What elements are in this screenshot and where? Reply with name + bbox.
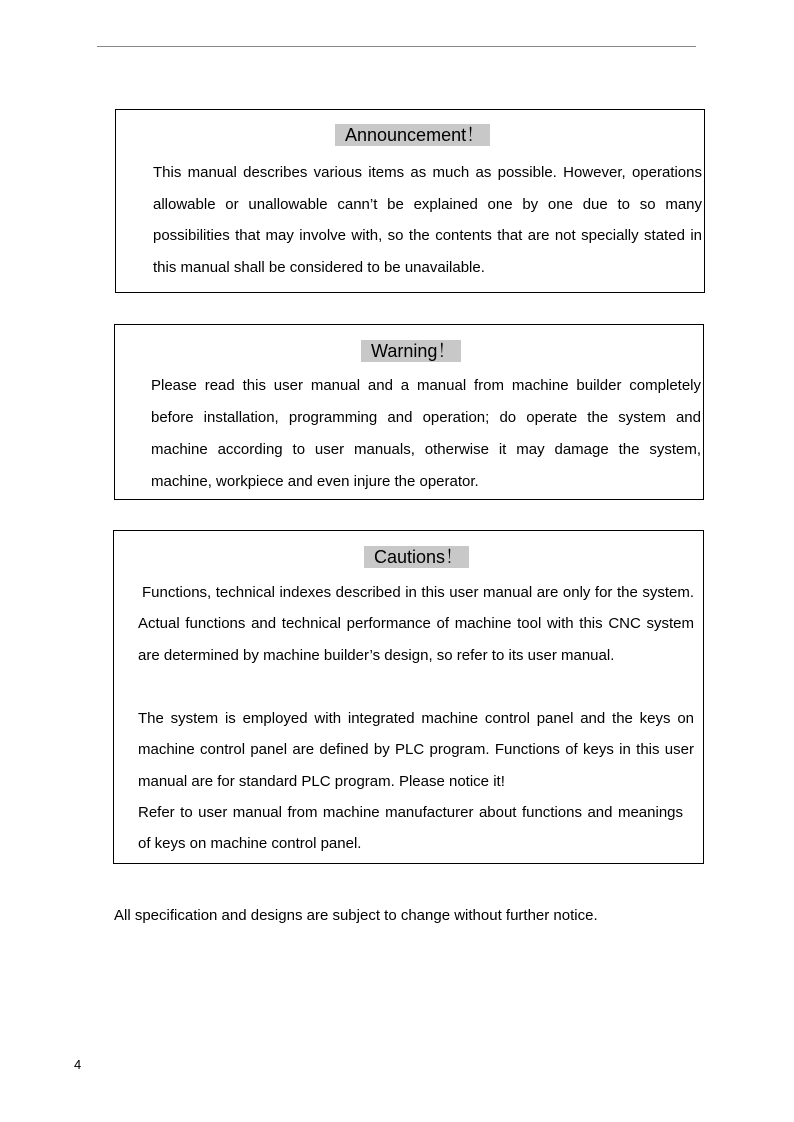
cautions-box	[113, 530, 704, 864]
footer-notice: All specification and designs are subject to change without further notice.	[114, 907, 598, 924]
warning-box	[114, 324, 704, 500]
cautions-title: Cautions！	[364, 546, 469, 568]
announcement-title: Announcement！	[335, 124, 490, 146]
warning-title: Warning！	[361, 340, 461, 362]
header-rule	[97, 46, 696, 47]
warning-text: Please read this user manual and a manual from machine builder completely before installation, programming and operation; do operate the system and machine according to user manuals, otherwise it may damage the system, machine, workpiece and even injure the operator.	[151, 377, 701, 490]
announcement-box	[115, 109, 705, 293]
cautions-paragraph-refer: Refer to user manual from machine manufacturer about functions and meanings of keys on machine control panel.	[138, 804, 683, 853]
announcement-text: This manual describes various items as much as possible. However, operations allowable or unallowable cann’t be explained one by one due to so many possibilities that may involve with, so the contents that are not specially stated in this manual shall be considered to be unavailable.	[153, 164, 702, 276]
cautions-paragraph-functions: Functions, technical indexes described in this user manual are only for the system. Actual functions and technical performance of machine tool with this CNC system are determined by machine builder’s design, so refer to its user manual.	[138, 584, 694, 664]
cautions-paragraph-control-panel: The system is employed with integrated machine control panel and the keys on machine control panel are defined by PLC program. Functions of keys in this user manual are for standard PLC program. Please notice it!	[138, 710, 694, 790]
page-number: 4	[74, 1057, 82, 1072]
